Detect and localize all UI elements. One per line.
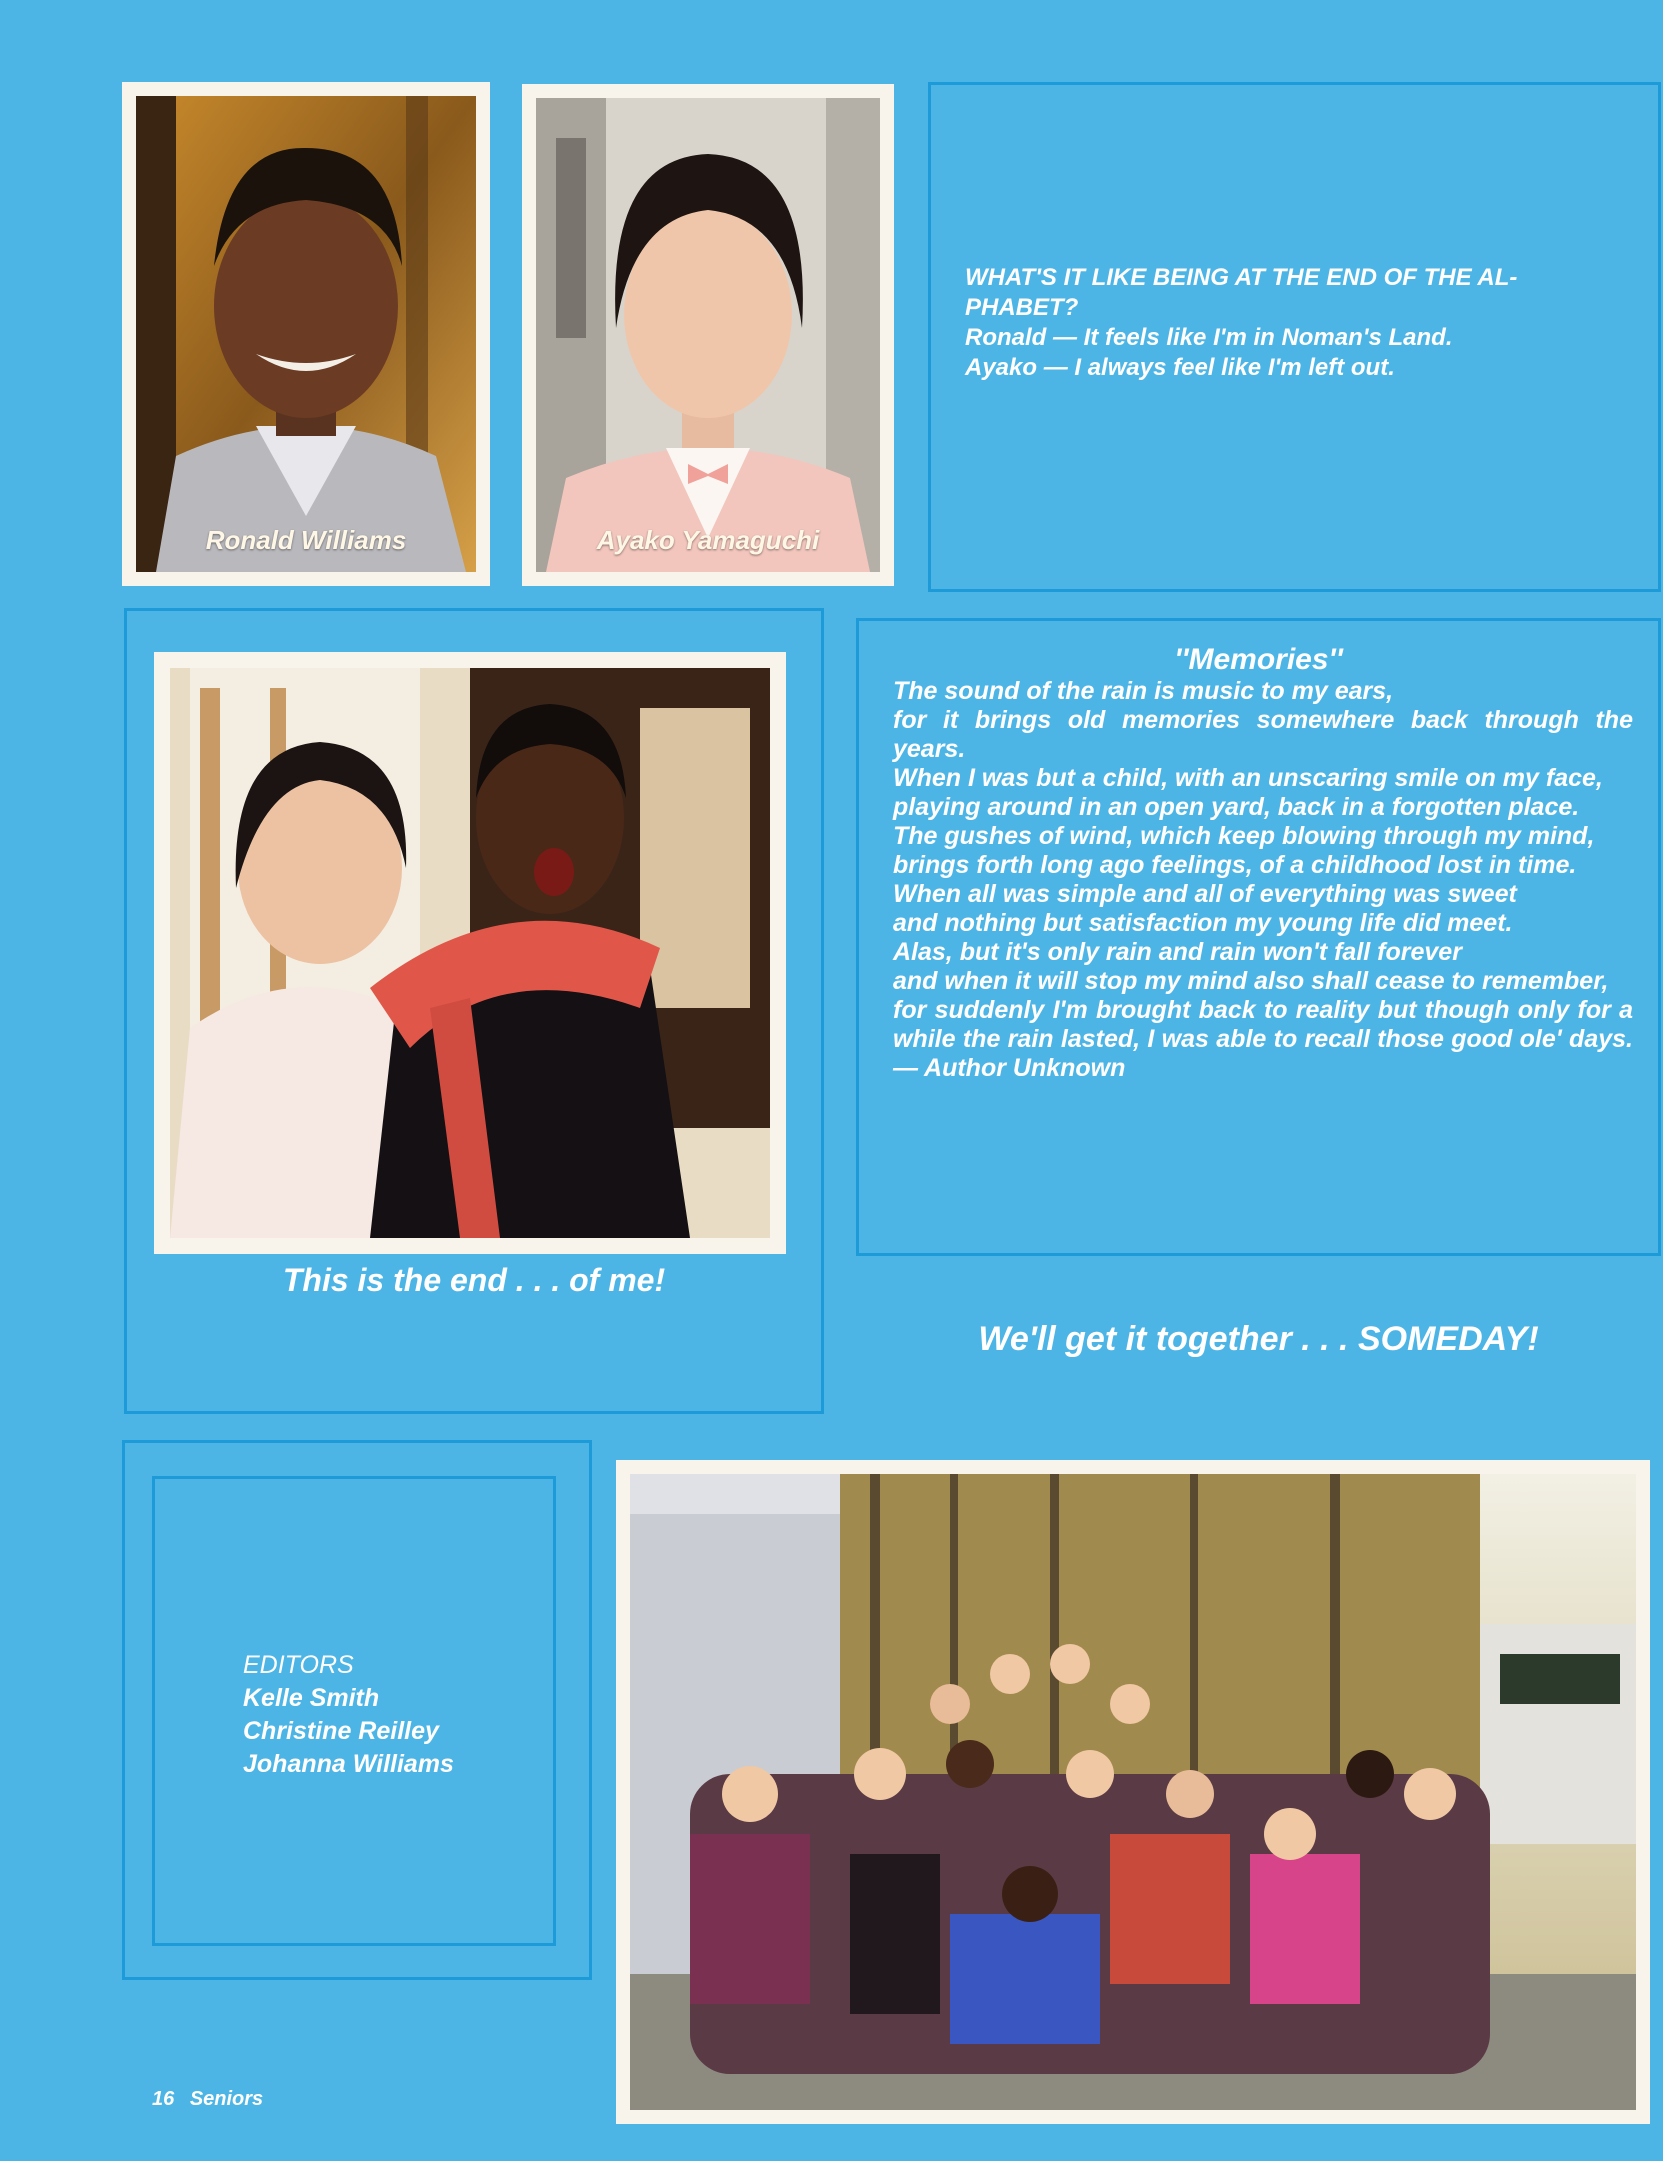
portrait-ayako-name: Ayako Yamaguchi (596, 525, 820, 555)
editor-name: Johanna Williams (243, 1750, 454, 1778)
poem-line: brings forth long ago feelings, of a childhood lost in time. (893, 851, 1577, 879)
group-photo (630, 1474, 1636, 2110)
poem-line: for suddenly I'm brought back to reality but though only for a while the rain lasted, I was able to recall those good ole' days. — Author Unknown (893, 996, 1633, 1082)
group-photo-image (630, 1474, 1636, 2110)
qa-text (965, 263, 1625, 383)
qa-answer-ronald: Ronald — It feels like I'm in Noman's Land. (965, 324, 1453, 351)
qa-answer-ayako: Ayako — I always feel like I'm left out. (965, 354, 1395, 381)
poem-line: When all was simple and all of everything was sweet (893, 880, 1517, 908)
poem-line: The gushes of wind, which keep blowing through my mind, (893, 822, 1595, 850)
portrait-ronald-photo (136, 96, 476, 572)
ayako-portrait-image (536, 98, 880, 572)
group-photo-frame (616, 1460, 1650, 2124)
tagline: We'll get it together . . . SOMEDAY! (978, 1320, 1539, 1358)
couple-photo-image (170, 668, 770, 1238)
portrait-ayako-frame (522, 84, 894, 586)
portrait-ronald-frame (122, 82, 490, 586)
page-footer (152, 2088, 263, 2111)
couple-photo-frame (154, 652, 786, 1254)
poem-line: and nothing but satisfaction my young life did meet. (893, 909, 1513, 937)
qa-box (928, 82, 1661, 592)
poem-title: ''Memories'' (1174, 643, 1343, 676)
poem-line: When I was but a child, with an unscaring smile on my face, (893, 764, 1603, 792)
editor-name: Kelle Smith (243, 1684, 380, 1712)
section-name: Seniors (189, 2088, 264, 2110)
ronald-portrait-image (136, 96, 476, 572)
editor-name: Christine Reilley (243, 1717, 439, 1745)
poem-line: The sound of the rain is music to my ears, (893, 677, 1394, 705)
poem-line: Alas, but it's only rain and rain won't fall forever (893, 938, 1462, 966)
qa-question: WHAT'S IT LIKE BEING AT THE END OF THE AL-PHABET? (965, 264, 1518, 321)
poem-body (893, 677, 1633, 1083)
portrait-ronald-name: Ronald Williams (205, 525, 407, 555)
editors-inner-box (152, 1476, 556, 1946)
poem-line: and when it will stop my mind also shall cease to remember, (893, 967, 1609, 995)
poem-line: playing around in an open yard, back in a forgotten place. (893, 793, 1580, 821)
page-number: 16 (152, 2088, 175, 2110)
poem-box (856, 618, 1661, 1256)
editors-block (243, 1649, 454, 1781)
poem-line: for it brings old memories somewhere back through the years. (893, 706, 1633, 763)
couple-photo-caption: This is the end . . . of me! (282, 1262, 666, 1298)
couple-photo (170, 668, 770, 1238)
portrait-ayako-photo (536, 98, 880, 572)
editors-heading: EDITORS (243, 1651, 354, 1679)
